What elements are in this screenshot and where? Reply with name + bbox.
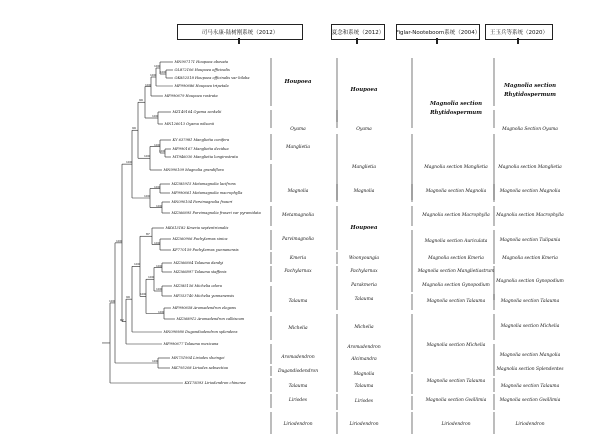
col2-label: Liriodes [354,399,374,404]
col2-label: Talauma [354,297,374,302]
bootstrap-value: 100 [116,238,122,243]
taxon-label: MZ366695 Parvimagnolia fraseri var pyramidata [171,210,261,215]
taxon-label: MN990109 Magnolia grandiflora [163,167,224,172]
header-bar-1 [238,38,240,44]
col4-label: Magnolia section Macrophylla [496,213,564,218]
bootstrap-value: 100 [154,64,160,68]
bootstrap-value: 100 [109,298,115,303]
taxon-label: MZ366897 Talauma staffenis [173,269,227,274]
taxon-label: MN126013 Oyama wilsonii [164,121,214,126]
col1-label: Houpoea [284,79,312,85]
col4-label: Magnolia Section Oyama [502,127,558,132]
col4-label: Magnolia section Michelia [500,324,560,329]
col2-label: Liriodendron [349,422,379,427]
col3-label: Magnolia section Talauma [426,379,486,384]
taxon-label: MZ385915 Metamagnolia lacifrons [171,181,236,186]
col4-label: Magnolia section Mangolia [499,353,561,358]
taxon-label: KF770159 Pachylarnax yunnanensis [172,247,239,252]
taxon-label: MF990679 Houpoea rostrata [164,93,218,98]
taxon-label: MN751904 Liriodes sheingei [171,355,225,360]
col2-label: Michelia [354,325,374,330]
taxon-label: MZ368912 Aromadendron calbiscum [176,316,245,321]
bootstrap-value: 100 [156,287,162,291]
bootstrap-value: 100 [126,160,132,165]
col4-label: Magnolia section Kmeria [502,256,558,261]
bootstrap-value: 100 [134,262,140,267]
taxon-label: MZ366604 Talauma dandyi [173,260,224,265]
col2-label: Houpoea [350,225,378,231]
bootstrap-value: 100 [152,359,158,363]
col2-label: Parakmeria [351,283,377,288]
col2-label: Magnolia [353,372,375,377]
bootstrap-value: 99 [132,126,136,131]
col1-label: Talauma [288,384,308,389]
bootstrap-value: 100 [152,114,158,118]
col4-label: Magnolia section Talauma [500,384,560,389]
bootstrap-value: 100 [144,194,150,198]
col3-label: Magnolia section Gynopodium [422,283,490,288]
col4-label: Magnolia section Tulipania [499,238,561,243]
col2-label: Manglietia [352,165,376,170]
col1-label: Metamagnolia [282,213,314,218]
col4-label: Magnolia section Magnolia [499,189,561,194]
col2-label: Woonyoungia [349,256,379,261]
bootstrap-value: 62 [120,317,124,322]
taxon-label: MF990686 Houpoea tripetala [174,83,229,88]
col2-label: Alcimandra [351,357,377,362]
col1-label: Parvimagnolia [282,237,314,242]
taxon-label: MZ360906 Pachylarnax sinica [172,236,228,241]
col3-label: Magnolia section Manglietiastrum [417,269,495,274]
taxon-label: MF990677 Talauma mexicana [163,341,219,346]
bootstrap-value: 100 [156,263,162,268]
col3-label: Magnolia section Michelia [426,343,486,348]
col1-label: Manglietia [286,145,310,150]
col3-label: Magnolia section Talauma [426,299,486,304]
bootstrap-value: 100 [158,309,164,314]
header-bar-2 [356,38,358,44]
col2-label: Talauma [354,384,374,389]
col2-label: Houpoea [350,87,378,93]
taxon-label: MK613182 Kmeria septentrionalis [165,225,229,230]
col3-label: Magnolia section Auriculata [424,239,488,244]
col4-label: Magnolia section Splendentes [496,367,564,372]
col4-label: Rhytidospermum [504,92,556,98]
header-bar-4 [517,38,519,44]
taxon-label: OK852518 Houpoea officinalis var biloba [174,75,250,80]
taxon-label: MN907171 Houpoea obovata [174,59,229,64]
bootstrap-value: 100 [160,70,166,74]
header-wang-2020: 王玉兵等系统（2020） [485,24,553,40]
taxon-label: MZ385156 Michelia odora [173,283,222,288]
header-sima-lu-2012: 司马永康-陆树刚系统（2012） [177,24,303,40]
bootstrap-value: 100 [140,292,146,297]
bootstrap-value: 100 [156,203,162,208]
bootstrap-value: 100 [154,142,160,147]
col2-label: Oyama [356,127,372,132]
taxon-label: MF990167 Manglietia decidua [172,146,229,151]
taxon-label: MZ149164 Oyama zenkelii [172,109,222,114]
bootstrap-value: 99 [139,98,143,103]
header-bar-3 [436,38,438,44]
taxon-label: KX178393 Liriodendron chinense [184,380,246,385]
col3-label: Magnolia section Manglietia [424,165,488,170]
col1-label: Aromadendron [281,355,315,360]
col4-label: Magnolia section Gynopodium [496,279,564,284]
col4-label: Magnolia section [503,83,557,89]
taxon-label: KY 637981 Manglietia conifera [172,137,230,142]
taxon-label: MT946030 Manglietia longirostrata [172,154,238,159]
col3-label: Magnolia section Magnolia [425,189,487,194]
col4-label: Liriodendron [515,422,545,427]
header-figlar-nooteboom-2004: Figlar-Nooteboom系统（2004） [396,24,480,40]
col4-label: Magnolia section Manglietia [498,165,562,170]
taxon-label: MF990661 Metamagnolia macrophylla [171,190,243,195]
taxon-label: MN090104 Parvimagnolia fraseri [171,199,233,204]
taxon-label: MK795208 Liriodes sabsectioa [171,365,228,370]
col1-label: Michelia [288,326,308,331]
col1-label: Talauma [288,299,308,304]
col2-label: Aromadendron [347,345,381,350]
col1-label: Dugandiodendron [277,369,319,374]
col3-label: Liriodendron [441,422,471,427]
col3-label: Magnolia section [429,101,483,107]
col1-label: Kmeria [289,256,307,261]
header-xia-2012: 夏念和系统（2012） [331,24,385,40]
taxon-label: OL872106 Houpoea officinalis [174,67,230,72]
col2-label: Pachylarnax [350,269,378,274]
bootstrap-value: 100 [148,275,154,280]
taxon-label: MN090980 Dugandiodendron splendens [163,329,238,334]
col1-label: Magnolia [287,189,309,194]
col4-label: Magnolia section Talauma [500,299,560,304]
col1-label: Liriodes [288,398,308,403]
bootstrap-value: 99 [126,295,130,300]
bootstrap-value: 100 [144,154,150,159]
col3-label: Magnolia section Macrophylla [422,213,490,218]
col1-label: Pachylarnax [284,269,312,274]
bootstrap-value: 87 [146,232,150,237]
col4-label: Magnolia section Gwillimia [499,398,561,403]
col3-label: Magnolia section Kmeria [428,256,484,261]
col3-label: Rhytidospermum [430,110,482,116]
taxon-label: MF353740 Michelia yunnanensis [173,293,235,298]
col3-label: Magnolia section Gwillimia [425,398,487,403]
col1-label: Liriodendron [283,422,313,427]
bootstrap-value: 100 [145,82,151,87]
taxon-label: MF990658 Aromadendron elegans [172,305,236,310]
col1-label: Oyama [290,127,306,132]
bootstrap-value: 100 [150,73,156,77]
col2-label: Magnolia [353,189,375,194]
bootstrap-value: 100 [159,149,165,153]
bootstrap-value: 100 [154,184,160,189]
bootstrap-value: 100 [154,240,160,245]
